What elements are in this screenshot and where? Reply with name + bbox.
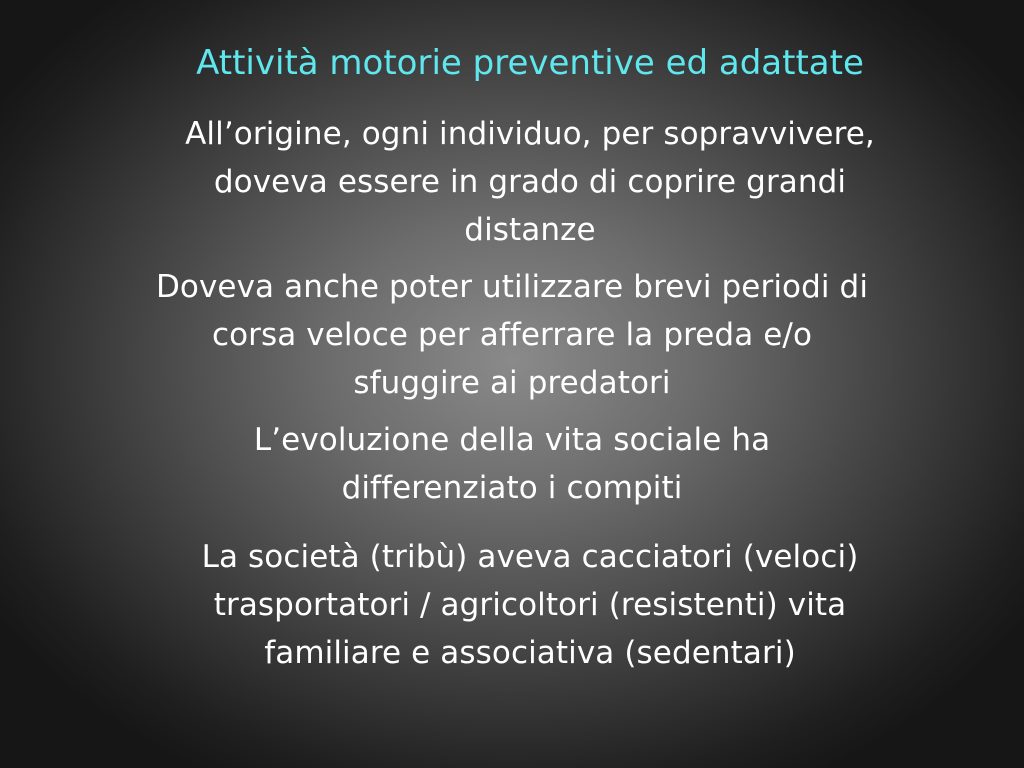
paragraph-line: familiare e associativa (sedentari) (264, 635, 796, 671)
paragraph-line: sfuggire ai predatori (353, 365, 671, 401)
slide-title: Attività motorie preventive ed adattate (196, 43, 864, 83)
paragraph-line: La società (tribù) aveva cacciatori (veloci) (201, 539, 859, 575)
paragraph-society (18, 533, 1024, 677)
paragraph-evolution (0, 416, 1024, 512)
paragraph-line: doveva essere in grado di coprire grandi (213, 164, 847, 200)
paragraph-line: differenziato i compiti (341, 470, 683, 506)
paragraph-line: distanze (464, 212, 596, 248)
paragraph-line: L’evoluzione della vita sociale ha (253, 422, 771, 458)
paragraph-line: All’origine, ogni individuo, per sopravvivere, (185, 116, 875, 152)
paragraph-sprint (0, 263, 1024, 407)
paragraph-line: corsa veloce per afferrare la preda e/o (211, 317, 813, 353)
paragraph-line: trasportatori / agricoltori (resistenti) vita (213, 587, 847, 623)
paragraph-origin (18, 110, 1024, 254)
paragraph-line: Doveva anche poter utilizzare brevi periodi di (155, 269, 869, 305)
